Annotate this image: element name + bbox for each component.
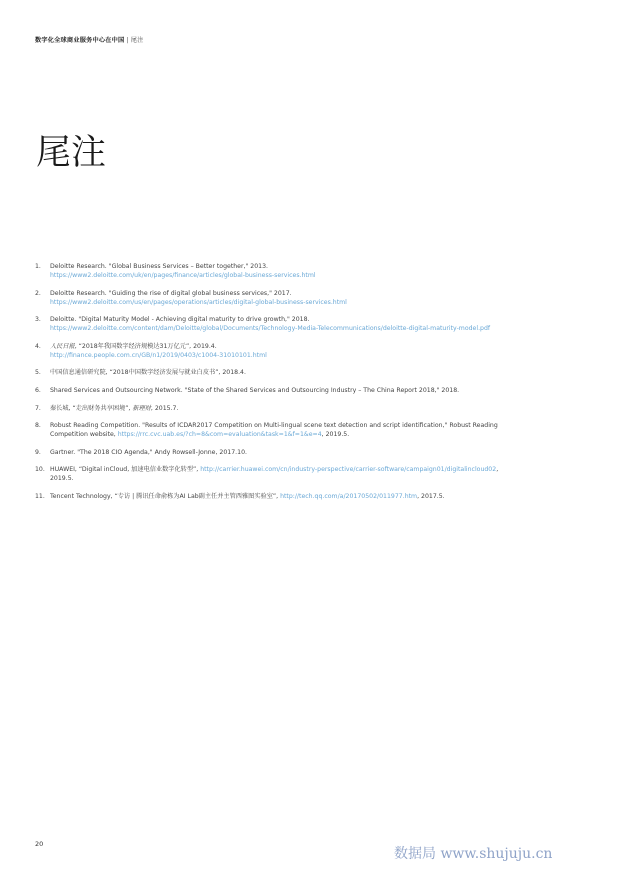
header-doc-title: 数字化全球商业服务中心在中国 bbox=[35, 37, 125, 44]
endnote-link[interactable]: https://www2.deloitte.com/content/dam/Deloitte/global/Documents/Technology-Media-Telecommunications/deloitte-digital-maturity-model.pdf bbox=[50, 325, 491, 333]
endnote-text bbox=[50, 386, 587, 395]
endnote-item bbox=[35, 315, 587, 333]
endnote-segment: Deloitte. "Digital Maturity Model - Achieving digital maturity to drive growth," 2018. bbox=[50, 316, 310, 324]
endnote-text bbox=[50, 368, 587, 377]
endnote-source-title: 新理财 bbox=[132, 404, 151, 412]
endnote-segment: , “2018年我国数字经济规模达31万亿元”, 2019.4. bbox=[74, 342, 217, 350]
endnote-line bbox=[50, 351, 587, 360]
endnote-item bbox=[35, 289, 587, 307]
endnote-line bbox=[50, 430, 587, 439]
endnote-segment: Tencent Technology, “专访 | 腾讯任命俞栋为AI Lab副主任并主管西雅图实验室”, bbox=[50, 492, 281, 500]
endnote-number: 7. bbox=[35, 404, 41, 412]
endnote-line bbox=[50, 315, 587, 324]
endnote-number: 1. bbox=[35, 263, 41, 270]
endnote-line bbox=[50, 324, 587, 333]
endnote-text bbox=[50, 289, 587, 307]
endnote-line bbox=[50, 386, 587, 395]
endnote-line bbox=[50, 404, 587, 413]
endnote-number: 10. bbox=[35, 466, 45, 474]
endnote-link[interactable]: https://rrc.cvc.uab.es/?ch=8&com=evaluation&task=1&f=1&e=4 bbox=[117, 431, 322, 439]
endnote-link[interactable]: http://finance.people.com.cn/GB/n1/2019/0403/c1004-31010101.html bbox=[50, 351, 267, 359]
endnote-item bbox=[35, 492, 587, 501]
endnote-line bbox=[50, 492, 587, 501]
endnote-line bbox=[50, 271, 587, 280]
page-number: 20 bbox=[35, 840, 44, 848]
endnote-number: 3. bbox=[35, 316, 41, 324]
endnote-text bbox=[50, 315, 587, 333]
endnote-number: 9. bbox=[35, 448, 41, 456]
header-section: 尾注 bbox=[130, 37, 144, 44]
watermark: 数据局 www.shujuju.cn bbox=[394, 846, 553, 862]
endnote-number: 5. bbox=[35, 369, 41, 377]
running-header bbox=[35, 35, 144, 44]
endnote-segment: 2019.5. bbox=[50, 475, 74, 483]
endnote-item bbox=[35, 404, 587, 413]
endnote-segment: , 2017.5. bbox=[417, 492, 445, 500]
endnote-text bbox=[50, 342, 587, 360]
endnote-segment: Deloitte Research. "Global Business Services – Better together," 2013. bbox=[50, 263, 269, 270]
endnote-segment: , 2015.7. bbox=[150, 404, 179, 412]
endnote-line bbox=[50, 368, 587, 377]
endnote-text bbox=[50, 421, 587, 439]
endnote-line bbox=[50, 421, 587, 430]
endnote-segment: Competition website, bbox=[50, 431, 118, 439]
page-title: 尾注 bbox=[36, 133, 107, 173]
endnote-segment: , bbox=[496, 466, 499, 474]
endnote-line bbox=[50, 289, 587, 298]
endnote-link[interactable]: https://www2.deloitte.com/us/en/pages/operations/articles/digital-global-business-services.html bbox=[50, 298, 347, 306]
endnote-item bbox=[35, 386, 587, 395]
endnote-segment: HUAWEI, “Digital inCloud, 加速电信业数字化转型”, bbox=[50, 466, 201, 474]
endnote-line bbox=[50, 448, 587, 457]
endnote-line bbox=[50, 342, 587, 351]
endnote-segment: 秦长城, “走出财务共享困境”, bbox=[50, 404, 133, 412]
endnote-segment: Gartner. "The 2018 CIO Agenda," Andy Rowsell-Jonne, 2017.10. bbox=[50, 448, 247, 456]
endnote-number: 11. bbox=[35, 492, 45, 500]
endnote-line bbox=[50, 298, 587, 307]
endnote-text bbox=[50, 465, 587, 483]
header-separator: | bbox=[126, 37, 129, 44]
endnote-item bbox=[35, 368, 587, 377]
endnote-link[interactable]: http://tech.qq.com/a/20170502/011977.htm bbox=[280, 492, 418, 500]
endnote-text bbox=[50, 492, 587, 501]
endnote-text bbox=[50, 404, 587, 413]
endnote-number: 2. bbox=[35, 289, 41, 297]
endnote-segment: Deloitte Research. "Guiding the rise of digital global business services," 2017. bbox=[50, 289, 292, 297]
endnote-line bbox=[50, 474, 587, 483]
endnote-item bbox=[35, 421, 587, 439]
endnote-link[interactable]: http://carrier.huawei.com/cn/industry-perspective/carrier-software/campaign01/digitalincloud02 bbox=[200, 466, 497, 474]
endnote-item bbox=[35, 448, 587, 457]
endnote-line bbox=[50, 262, 587, 271]
endnote-number: 8. bbox=[35, 422, 41, 430]
endnote-link[interactable]: https://www2.deloitte.com/uk/en/pages/finance/articles/global-business-services.html bbox=[50, 272, 316, 279]
endnote-item bbox=[35, 465, 587, 483]
endnote-number: 6. bbox=[35, 386, 41, 394]
endnote-segment: Shared Services and Outsourcing Network. "State of the Shared Services and Outsourcing Industry – The China Report 2018," 2018. bbox=[50, 386, 460, 394]
endnote-text bbox=[50, 262, 587, 280]
endnotes-list bbox=[35, 262, 587, 510]
endnote-segment: Robust Reading Competition. "Results of ICDAR2017 Competition on Multi-lingual scene text detection and script identification," Robust Reading bbox=[50, 422, 498, 430]
endnote-source-title: 人民日报 bbox=[50, 342, 75, 350]
endnote-line bbox=[50, 465, 587, 474]
endnote-segment: 中国信息通信研究院, “2018中国数字经济发展与就业白皮书”, 2018.4. bbox=[50, 369, 246, 377]
endnote-segment: , 2019.5. bbox=[321, 431, 350, 439]
endnote-item bbox=[35, 342, 587, 360]
endnote-item bbox=[35, 262, 587, 280]
endnote-number: 4. bbox=[35, 342, 41, 350]
endnote-text bbox=[50, 448, 587, 457]
